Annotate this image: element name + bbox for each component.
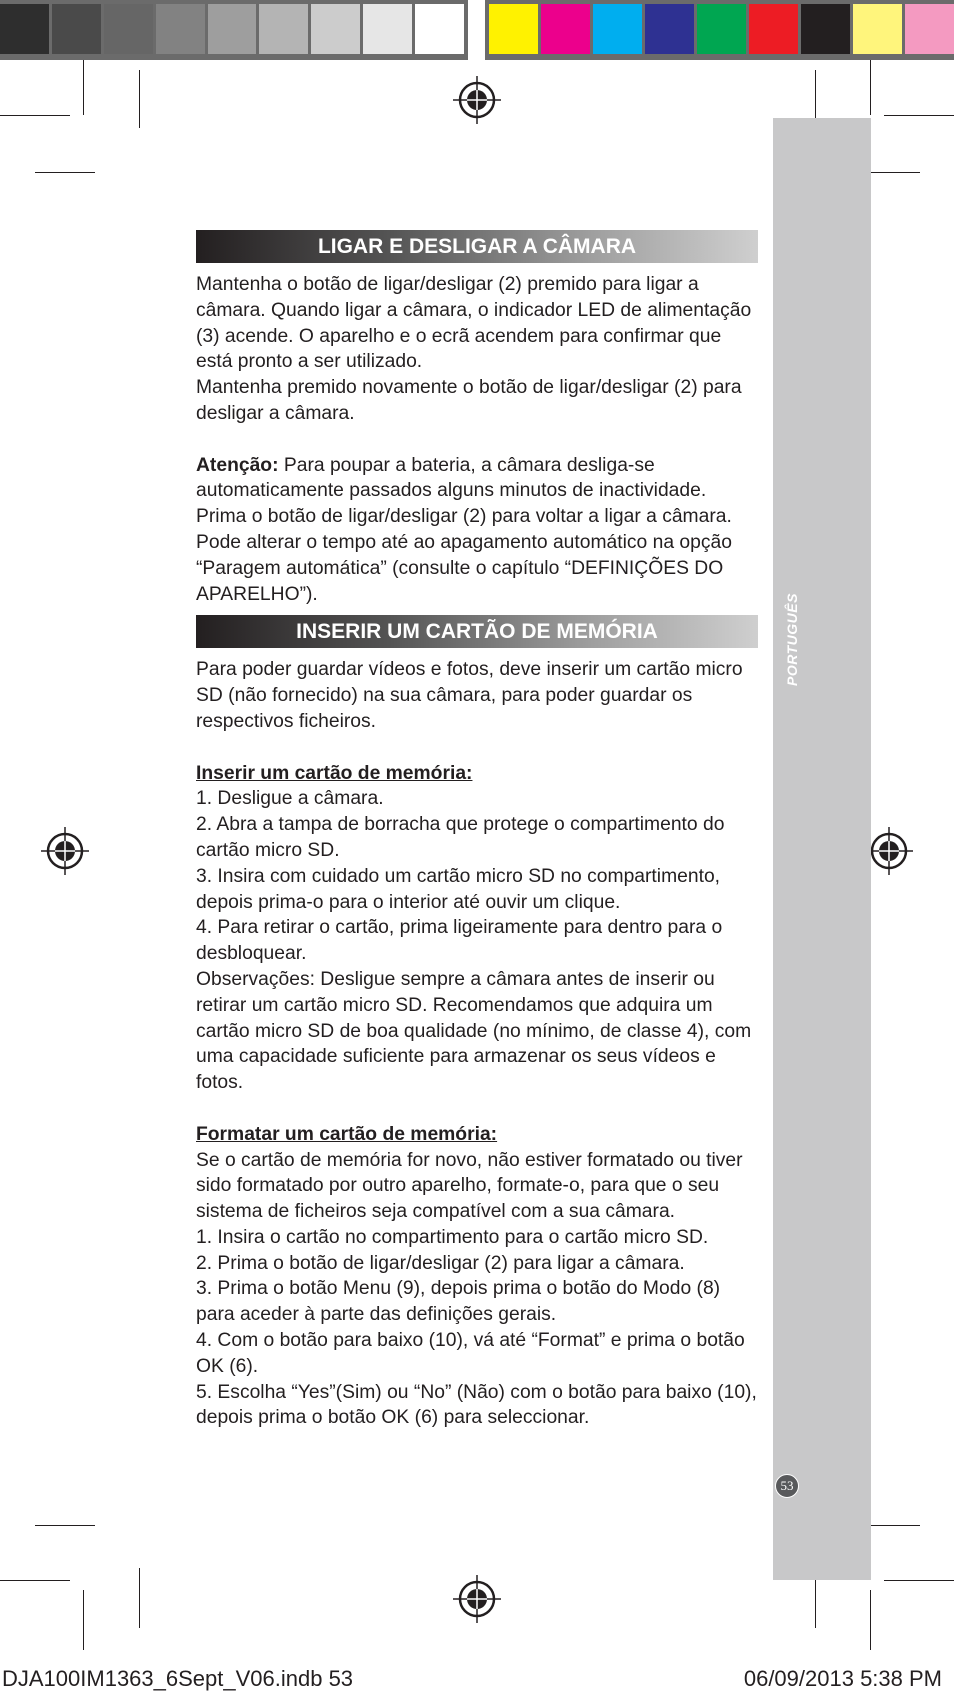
language-side-tab bbox=[773, 118, 871, 1580]
color-swatch bbox=[697, 4, 746, 54]
gray-swatch bbox=[52, 4, 101, 54]
paragraph: Para poder guardar vídeos e fotos, deve inserir um cartão micro SD (não fornecido) na sua câmara, para poder guardar os respectivos ficheiros. bbox=[196, 659, 743, 732]
list-item: 5. Escolha “Yes”(Sim) ou “No” (Não) com o botão para baixo (10), depois prima o botão OK (6) para seleccionar. bbox=[196, 1381, 757, 1429]
main-content bbox=[196, 230, 758, 1431]
gray-swatch bbox=[415, 4, 464, 54]
list-item: 2. Abra a tampa de borracha que protege o compartimento do cartão micro SD. bbox=[196, 814, 725, 861]
list-item: 1. Insira o cartão no compartimento para o cartão micro SD. bbox=[196, 1226, 709, 1248]
page-number-badge: 53 bbox=[775, 1474, 799, 1498]
color-swatch bbox=[801, 4, 850, 54]
color-swatch bbox=[749, 4, 798, 54]
color-swatch bbox=[645, 4, 694, 54]
color-swatch bbox=[853, 4, 902, 54]
registration-mark-right bbox=[865, 827, 913, 875]
gray-swatch bbox=[259, 4, 308, 54]
color-swatch bbox=[541, 4, 590, 54]
list-item: Observações: Desligue sempre a câmara antes de inserir ou retirar um cartão micro SD. Recomendamos que adquira um cartão micro SD de boa qualidade (no mínimo, de classe 4), com uma capacidade suficiente para armazenar os seus vídeos e fotos. bbox=[196, 968, 752, 1094]
list-item: 3. Insira com cuidado um cartão micro SD no compartimento, depois prima-o para o interior até ouvir um clique. bbox=[196, 865, 721, 913]
color-swatch bbox=[593, 4, 642, 54]
color-swatch bbox=[489, 4, 538, 54]
list-item: 3. Prima o botão Menu (9), depois prima o botão do Modo (8) para aceder à parte das definições gerais. bbox=[196, 1278, 721, 1326]
subsection-title-format: Formatar um cartão de memória: bbox=[196, 1123, 498, 1145]
list-item: 1. Desligue a câmara. bbox=[196, 788, 384, 810]
attention-text: Para poupar a bateria, a câmara desliga-se automaticamente passados alguns minutos de inactividade. Prima o botão de ligar/desligar (2) para voltar a ligar a câmara. Pode alterar o tempo até ao apagamento automático na opção “Paragem automática” (consulte o capítulo “DEFINIÇÕES DO APARELHO”). bbox=[196, 454, 732, 605]
gray-swatch bbox=[156, 4, 205, 54]
gray-swatch bbox=[0, 4, 49, 54]
footer-filename: DJA100IM1363_6Sept_V06.indb 53 bbox=[2, 1666, 354, 1691]
paragraph: Mantenha o botão de ligar/desligar (2) premido para ligar a câmara. Quando ligar a câmara, o indicador LED de alimentação (3) acende. O aparelho e o ecrã acendem para confirmar que está pronto a ser utilizado. bbox=[196, 274, 752, 373]
section-heading-power bbox=[196, 230, 758, 263]
grayscale-calibration-bar bbox=[0, 0, 468, 60]
attention-note bbox=[196, 453, 758, 608]
gray-swatch bbox=[311, 4, 360, 54]
subsection-title-insert: Inserir um cartão de memória: bbox=[196, 762, 473, 784]
list-item: 4. Com o botão para baixo (10), vá até “Format” e prima o botão OK (6). bbox=[196, 1330, 745, 1377]
color-calibration-bar bbox=[485, 0, 954, 60]
registration-mark-left bbox=[41, 827, 89, 875]
paragraph: Mantenha premido novamente o botão de ligar/desligar (2) para desligar a câmara. bbox=[196, 377, 742, 424]
color-swatch bbox=[905, 4, 954, 54]
section-heading-memory-card bbox=[196, 615, 758, 648]
list-item: 4. Para retirar o cartão, prima ligeiramente para dentro para o desbloquear. bbox=[196, 917, 723, 965]
list-item: 2. Prima o botão de ligar/desligar (2) para ligar a câmara. bbox=[196, 1252, 685, 1274]
registration-mark-top bbox=[453, 76, 501, 124]
footer-timestamp: 06/09/2013 5:38 PM bbox=[743, 1666, 942, 1691]
section-title: INSERIR UM CARTÃO DE MEMÓRIA bbox=[296, 619, 658, 643]
registration-mark-bottom bbox=[453, 1575, 501, 1623]
list-item: Se o cartão de memória for novo, não estiver formatado ou tiver sido formatado por outro aparelho, formate-o, para que o seu sistema de ficheiros seja compatível com a sua câmara. bbox=[196, 1149, 743, 1223]
gray-swatch bbox=[104, 4, 153, 54]
section-title: LIGAR E DESLIGAR A CÂMARA bbox=[317, 234, 637, 258]
gray-swatch bbox=[208, 4, 257, 54]
gray-swatch bbox=[363, 4, 412, 54]
attention-label: Atenção: bbox=[196, 454, 279, 476]
